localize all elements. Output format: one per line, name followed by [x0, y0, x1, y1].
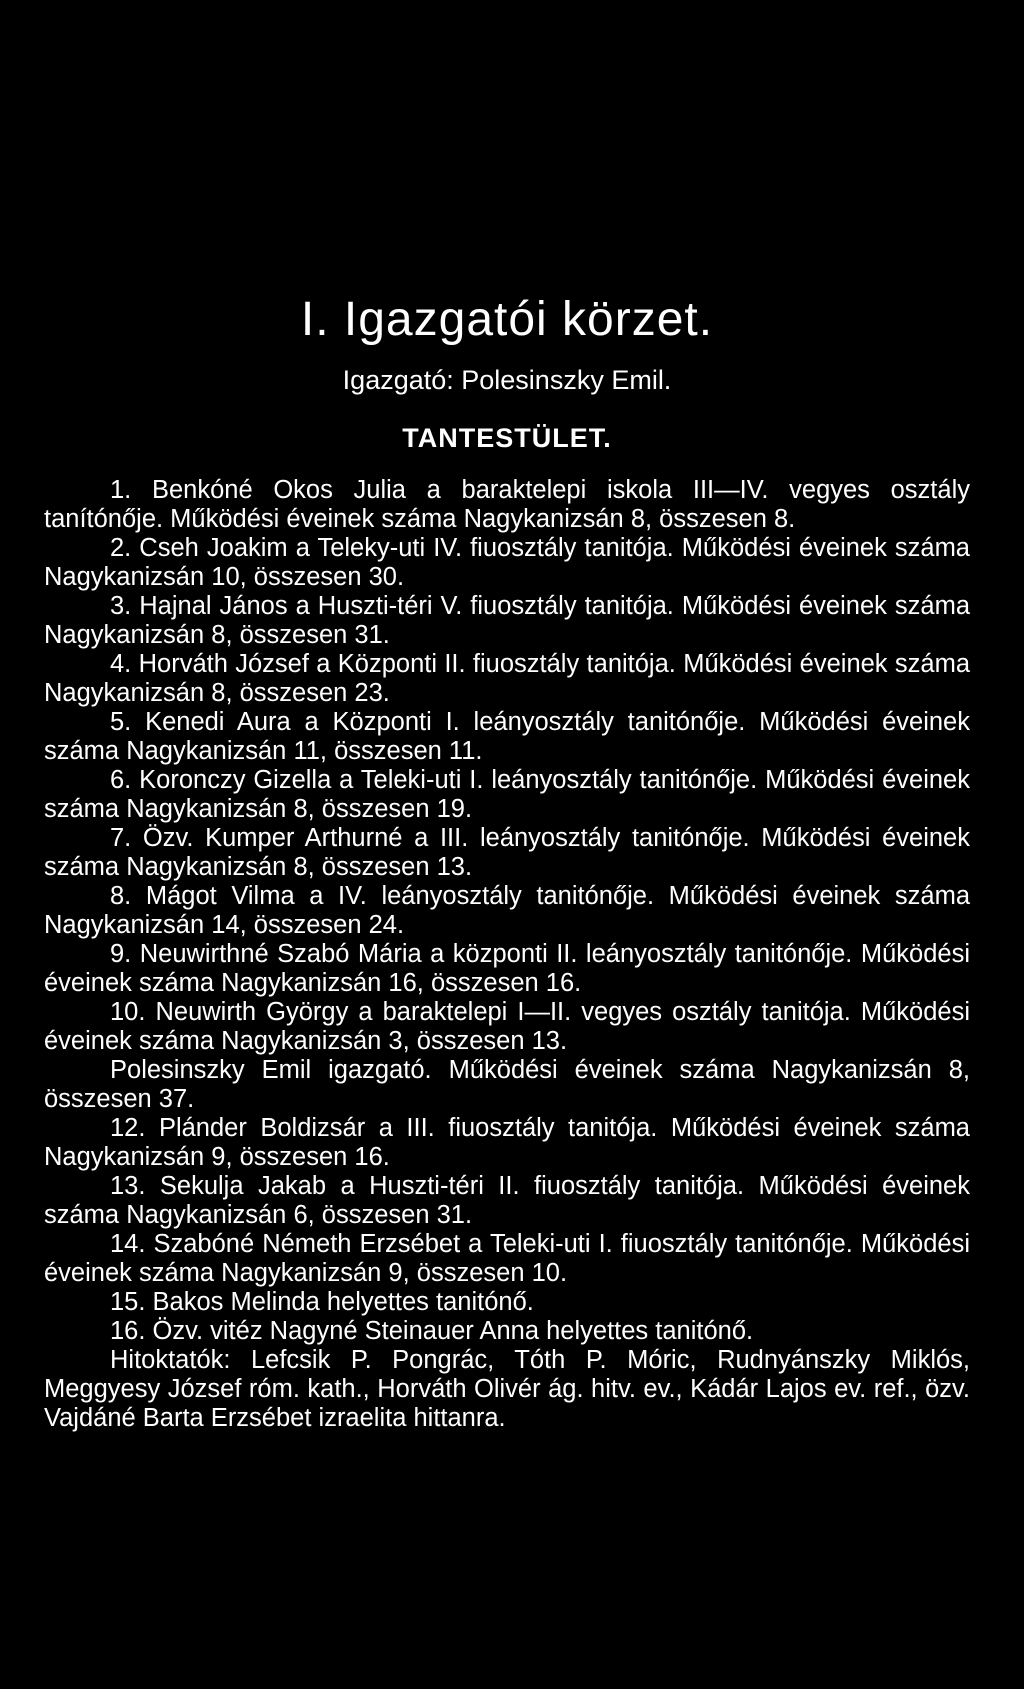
staff-entry: 10. Neuwirth György a baraktelepi I—II. vegyes osztály tanitója. Működési éveinek száma Nagykanizsán 3, összesen 13.	[44, 998, 970, 1055]
staff-entry: 3. Hajnal János a Huszti-téri V. fiuosztály tanitója. Működési éveinek száma Nagykanizsán 8, összesen 31.	[44, 592, 970, 649]
staff-entry: 9. Neuwirthné Szabó Mária a központi II. leányosztály tanitónője. Működési éveinek száma Nagykanizsán 16, összesen 16.	[44, 940, 970, 997]
staff-entry: 4. Horváth József a Központi II. fiuosztály tanitója. Működési éveinek száma Nagykanizsán 8, összesen 23.	[44, 650, 970, 707]
staff-entry: 6. Koronczy Gizella a Teleki-uti I. leányosztály tanitónője. Működési éveinek száma Nagykanizsán 8, összesen 19.	[44, 766, 970, 823]
religion-teachers-entry: Hitoktatók: Lefcsik P. Pongrác, Tóth P. Móric, Rudnyánszky Miklós, Meggyesy József róm. kath., Horváth Olivér ág. hitv. ev., Kádár Lajos ev. ref., özv. Vajdáné Barta Erzsébet izraelita hittanra.	[44, 1346, 970, 1432]
staff-entry: 7. Özv. Kumper Arthurné a III. leányosztály tanitónője. Működési éveinek száma Nagykanizsán 8, összesen 13.	[44, 824, 970, 881]
staff-list	[44, 476, 970, 1433]
staff-entry: 15. Bakos Melinda helyettes tanitónő.	[110, 1288, 534, 1316]
staff-entry: 16. Özv. vitéz Nagyné Steinauer Anna helyettes tanitónő.	[110, 1317, 754, 1345]
page-title: I. Igazgatói körzet.	[300, 293, 714, 346]
staff-entry: 13. Sekulja Jakab a Huszti-téri II. fiuosztály tanitója. Működési éveinek száma Nagykanizsán 6, összesen 31.	[44, 1172, 970, 1229]
staff-entry: 5. Kenedi Aura a Központi I. leányosztály tanitónője. Működési éveinek száma Nagykanizsán 11, összesen 11.	[44, 708, 970, 765]
section-heading: TANTESTÜLET.	[402, 423, 612, 453]
staff-entry: 1. Benkóné Okos Julia a baraktelepi iskola III—IV. vegyes osztály tanítónője. Működési éveinek száma Nagykanizsán 8, összesen 8.	[44, 476, 970, 533]
staff-entry: 14. Szabóné Németh Erzsébet a Teleki-uti I. fiuosztály tanitónője. Működési éveinek száma Nagykanizsán 9, összesen 10.	[44, 1230, 970, 1287]
staff-entry: 8. Mágot Vilma a IV. leányosztály tanitónője. Működési éveinek száma Nagykanizsán 14, összesen 24.	[44, 882, 970, 939]
document-page	[44, 290, 970, 1433]
staff-entry: 12. Plánder Boldizsár a III. fiuosztály tanitója. Működési éveinek száma Nagykanizsán 9, összesen 16.	[44, 1114, 970, 1171]
staff-entry: 2. Cseh Joakim a Teleky-uti IV. fiuosztály tanitója. Működési éveinek száma Nagykanizsán 10, összesen 30.	[44, 534, 970, 591]
director-entry: Polesinszky Emil igazgató. Működési éveinek száma Nagykanizsán 8, összesen 37.	[44, 1056, 970, 1113]
director-line: Igazgató: Polesinszky Emil.	[342, 365, 672, 395]
